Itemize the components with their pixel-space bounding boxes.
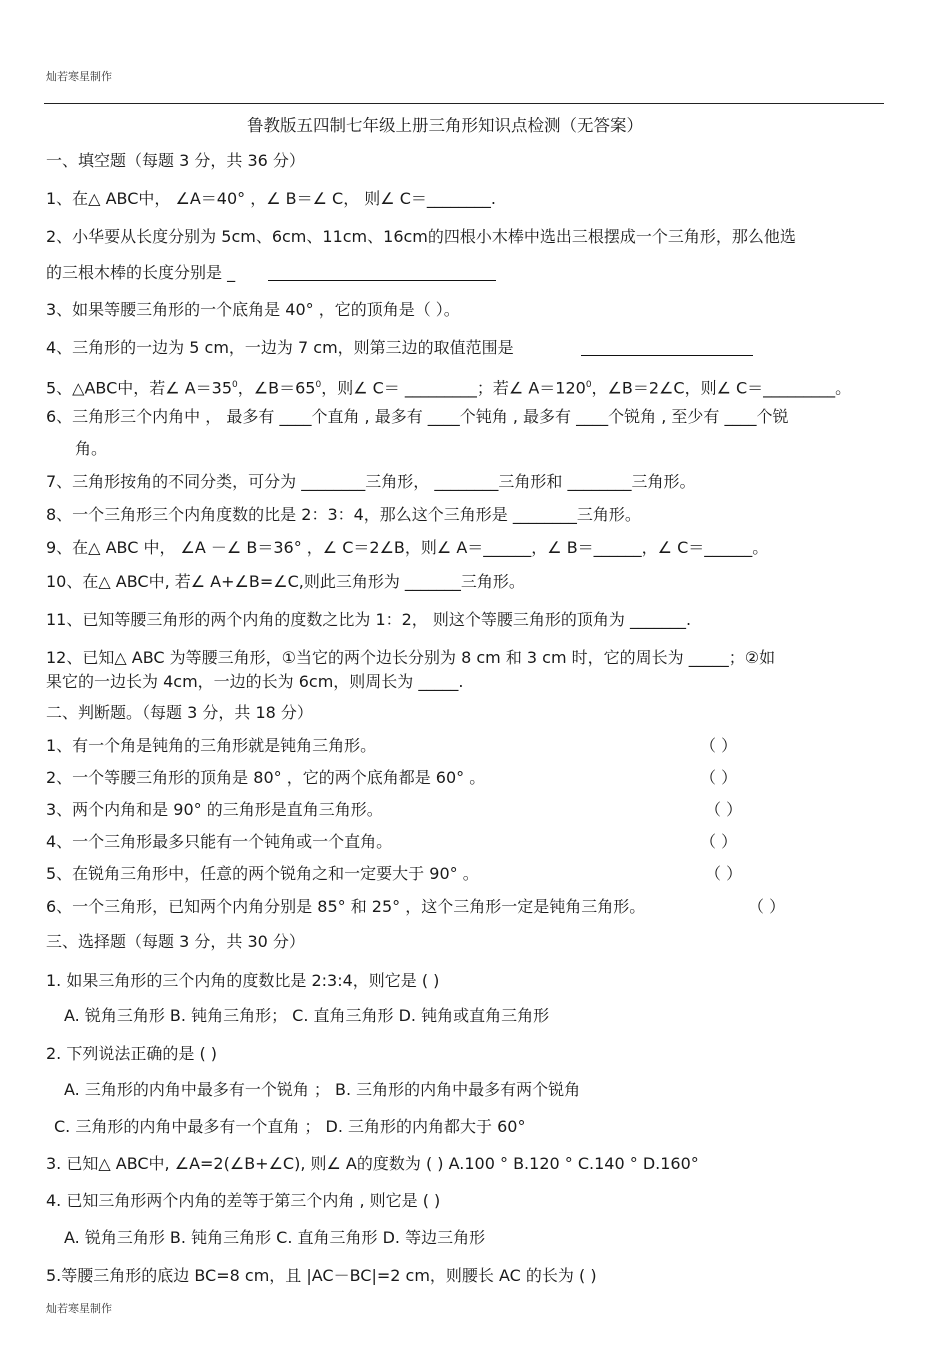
- judge-q2-paren: （ ）: [700, 768, 738, 787]
- fill-q9: 9、在△ ABC 中， ∠A －∠ B＝36° ，∠ C＝2∠B，则∠ A＝______，∠ B＝______，∠ C＝______。: [46, 538, 769, 557]
- judge-q5: 5、在锐角三角形中，任意的两个锐角之和一定要大于 90° 。: [46, 864, 479, 883]
- judge-q1-paren: （ ）: [700, 736, 738, 755]
- choice-q5: 5.等腰三角形的底边 BC=8 cm，且 |AC－BC|=2 cm，则腰长 AC 的长为 ( ): [46, 1266, 597, 1285]
- judge-q3: 3、两个内角和是 90° 的三角形是直角三角形。: [46, 800, 383, 819]
- answer-blank: [581, 355, 753, 356]
- fill-q10: 10、在△ ABC中, 若∠ A+∠B=∠C,则此三角形为 _______三角形。: [46, 572, 525, 591]
- choice-q4: 4. 已知三角形两个内角的差等于第三个内角 , 则它是 ( ): [46, 1191, 441, 1210]
- degree-sup: 0: [232, 380, 238, 390]
- choice-q3: 3. 已知△ ABC中, ∠A=2(∠B+∠C), 则∠ A的度数为 ( ) A.100 ° B.120 ° C.140 ° D.160°: [46, 1154, 699, 1173]
- fill-q3: 3、如果等腰三角形的一个底角是 40° ，它的顶角是（ ）。: [46, 300, 460, 319]
- judge-q4: 4、一个三角形最多只能有一个钝角或一个直角。: [46, 832, 393, 851]
- choice-q1: 1. 如果三角形的三个内角的度数比是 2:3:4，则它是 ( ): [46, 971, 440, 990]
- choice-heading: 三、选择题（每题 3 分，共 30 分）: [46, 932, 305, 951]
- degree-sup: 0: [315, 380, 322, 390]
- page-title: 鲁教版五四制七年级上册三角形知识点检测（无答案）: [247, 116, 643, 135]
- fill-q5-part2: ，∠B＝65: [237, 378, 316, 398]
- fill-q11: 11、已知等腰三角形的两个内角的度数之比为 1：2， 则这个等腰三角形的顶角为 _______.: [46, 610, 692, 629]
- fill-q8: 8、一个三角形三个内角度数的比是 2：3：4，那么这个三角形是 ________三角形。: [46, 505, 641, 524]
- judge-q2: 2、一个等腰三角形的顶角是 80° ，它的两个底角都是 60° 。: [46, 768, 486, 787]
- choice-q1-options: A. 锐角三角形 B. 钝角三角形； C. 直角三角形 D. 钝角或直角三角形: [64, 1006, 550, 1025]
- judge-q4-paren: （ ）: [700, 832, 738, 851]
- judge-q1: 1、有一个角是钝角的三角形就是钝角三角形。: [46, 736, 377, 755]
- judge-heading: 二、判断题。（每题 3 分，共 18 分）: [46, 703, 313, 722]
- fill-q4: [46, 337, 514, 359]
- fill-q2-line2: [46, 262, 235, 284]
- fill-q2-line1: 2、小华要从长度分别为 5cm、6cm、11cm、16cm的四根小木棒中选出三根摆成一个三角形，那么他选: [46, 227, 796, 246]
- fill-q5: [46, 374, 851, 399]
- footer-maker: 灿若寒星制作: [46, 1302, 112, 1315]
- fill-q6-line1: 6、三角形三个内角中 ， 最多有 ____个直角 , 最多有 ____个钝角 , 最多有 ____个锐角 , 至少有 ____个锐: [46, 407, 789, 426]
- judge-q6-paren: （ ）: [748, 897, 786, 916]
- judge-q5-paren: （ ）: [705, 864, 743, 883]
- fill-q2-text: 的三根木棒的长度分别是 _: [46, 263, 236, 282]
- header-rule: [44, 103, 884, 104]
- fill-q6-line2: 角。: [75, 439, 108, 458]
- choice-q4-options: A. 锐角三角形 B. 钝角三角形 C. 直角三角形 D. 等边三角形: [64, 1228, 486, 1247]
- choice-q2-options-cd: C. 三角形的内角中最多有一个直角 ； D. 三角形的内角都大于 60°: [54, 1117, 526, 1136]
- fill-q1: 1、在△ ABC中， ∠A＝40° ，∠ B＝∠ C， 则∠ C＝________.: [46, 189, 496, 208]
- choice-q2-options-ab: A. 三角形的内角中最多有一个锐角 ； B. 三角形的内角中最多有两个锐角: [64, 1080, 581, 1099]
- degree-sup: 0: [585, 380, 592, 390]
- judge-q6: 6、一个三角形，已知两个内角分别是 85° 和 25° ，这个三角形一定是钝角三角形。: [46, 897, 646, 916]
- fill-q5-part3: ，则∠ C＝ _________；若∠ A＝120: [321, 378, 586, 398]
- fill-q12-line2: 果它的一边长为 4cm，一边的长为 6cm，则周长为 _____.: [46, 672, 464, 691]
- fill-q5-part1: 5、△ABC中，若∠ A＝35: [46, 378, 233, 398]
- choice-q2: 2. 下列说法正确的是 ( ): [46, 1044, 218, 1063]
- fill-q4-text: 4、三角形的一边为 5 cm，一边为 7 cm，则第三边的取值范围是: [46, 338, 514, 357]
- header-maker: 灿若寒星制作: [46, 70, 112, 83]
- fill-q5-part4: ，∠B＝2∠C，则∠ C＝_________。: [591, 378, 852, 398]
- fill-heading: 一、填空题（每题 3 分，共 36 分）: [46, 151, 305, 170]
- fill-q12-line1: 12、已知△ ABC 为等腰三角形，①当它的两个边长分别为 8 cm 和 3 cm 时，它的周长为 _____；②如: [46, 648, 776, 667]
- answer-blank: [268, 280, 496, 281]
- judge-q3-paren: （ ）: [705, 800, 743, 819]
- fill-q7: 7、三角形按角的不同分类，可分为 ________三角形， ________三角形和 ________三角形。: [46, 472, 696, 491]
